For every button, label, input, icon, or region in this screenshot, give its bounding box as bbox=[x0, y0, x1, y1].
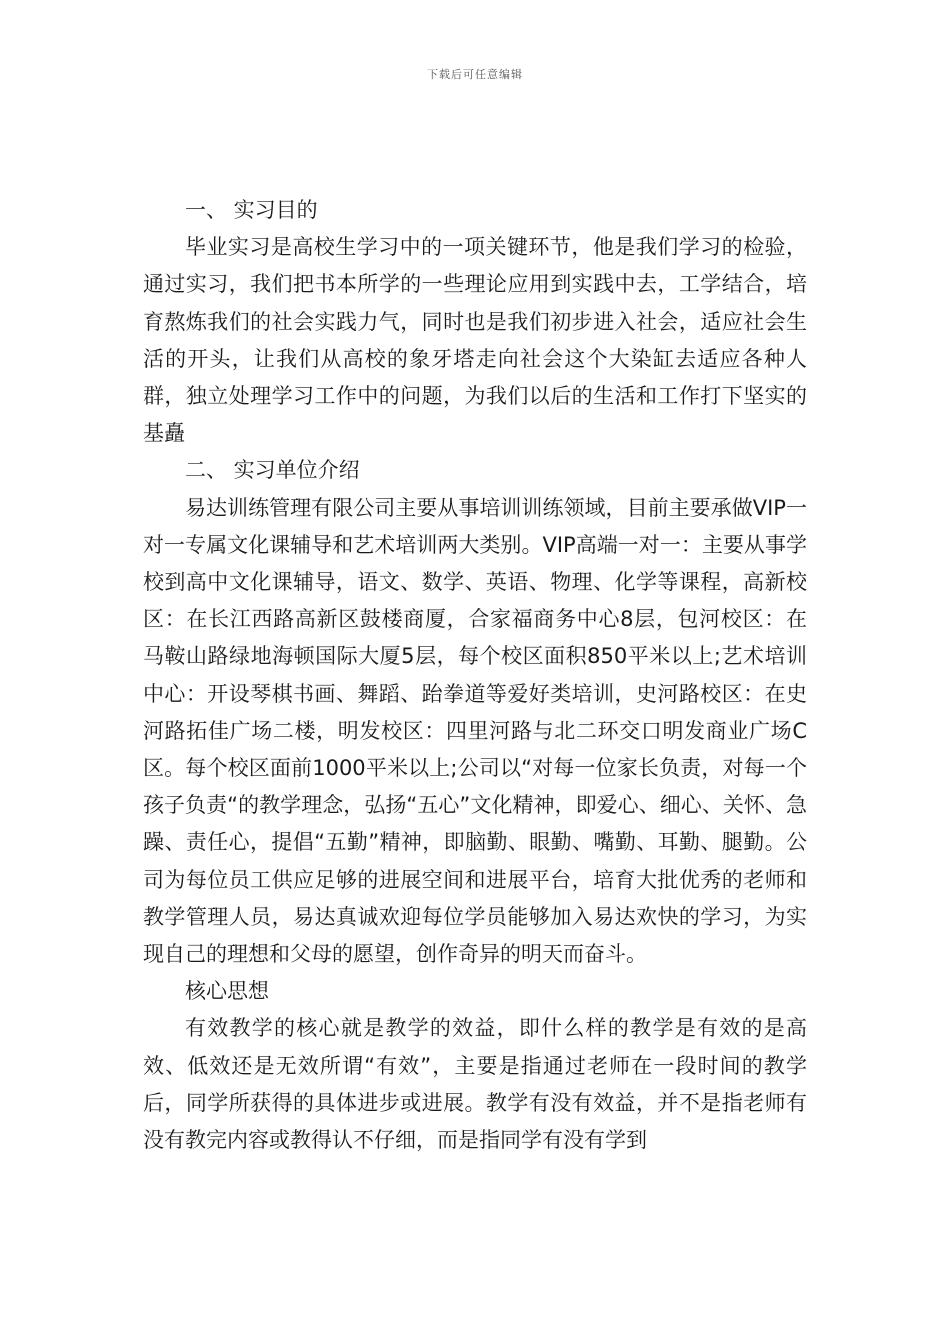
page-header: 下载后可任意编辑 bbox=[427, 68, 523, 81]
paragraph-purpose: 毕业实习是高校生学习中的一项关键环节，他是我们学习的检验，通过实习，我们把书本所学的一些理论应用到实践中去，工学结合，培育熬炼我们的社会实践力气，同时也是我们初步进入社会，适应社会生活的开头，让我们从高校的象牙塔走向社会这个大染缸去适应各种人群，独立处理学习工作中的问题，为我们以后的生活和工作打下坚实的基矗 bbox=[143, 235, 807, 446]
paragraph-core-idea: 有效教学的核心就是教学的效益，即什么样的教学是有效的是高效、低效还是无效所谓“有效”，主要是指通过老师在一段时间的教学后，同学所获得的具体进步或进展。教学有没有效益，并不是指老师有没有教完内容或教得认不仔细，而是指同学有没有学到 bbox=[143, 1016, 807, 1153]
document-body bbox=[143, 192, 807, 1159]
section-heading-core-idea: 核心思想 bbox=[185, 979, 269, 1004]
section-heading-purpose: 一、 实习目的 bbox=[185, 198, 318, 222]
section-heading-company: 二、 实习单位介绍 bbox=[185, 458, 360, 483]
paragraph-company: 易达训练管理有限公司主要从事培训训练领域，目前主要承做VIP一对一专属文化课辅导和艺术培训两大类别。VIP高端一对一：主要从事学校到高中文化课辅导，语文、数学、英语、物理、化学等课程，高新校区：在长江西路高新区鼓楼商厦，合家福商务中心8层，包河校区：在马鞍山路绿地海顿国际大厦5层，每个校区面积850平米以上;艺术培训中心：开设琴棋书画、舞蹈、跆拳道等爱好类培训，史河路校区：在史河路拓佳广场二楼，明发校区：四里河路与北二环交口明发商业广场C区。每个校区面前1000平米以上;公司以“对每一位家长负责，对每一个孩子负责“的教学理念，弘扬“五心”文化精神，即爱心、细心、关怀、急躁、责任心，提倡“五勤”精神，即脑勤、眼勤、嘴勤、耳勤、腿勤。公司为每位员工供应足够的进展空间和进展平台，培育大批优秀的老师和教学管理人员，易达真诚欢迎每位学员能够加入易达欢快的学习，为实现自己的理想和父母的愿望，创作奇异的明天而奋斗。 bbox=[143, 495, 807, 967]
